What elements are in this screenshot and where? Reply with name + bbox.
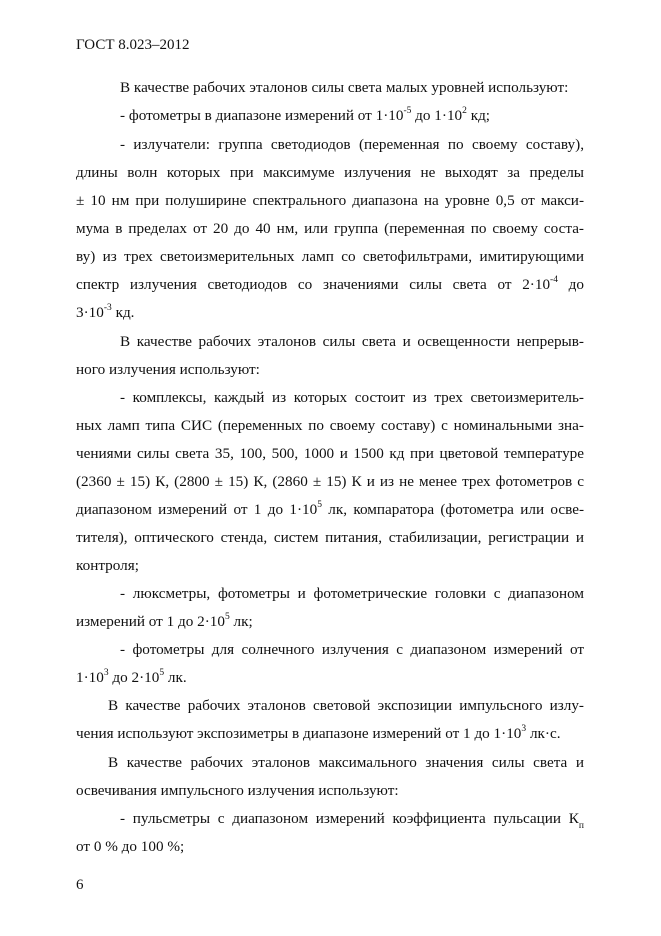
text-line: чениями силы света 35, 100, 500, 1000 и 1500 кд при цветовой температуре	[76, 445, 584, 462]
page-number: 6	[76, 877, 84, 893]
text-line: $1\cdot 10^3$ до $2\cdot 10^5$ лк.	[76, 667, 187, 686]
text-line: измерений от 1 до $2\cdot 10^5$ лк;	[76, 611, 253, 630]
text-line: В качестве рабочих эталонов силы света малых уровней используют:	[120, 79, 569, 96]
text-line: В качестве рабочих эталонов световой экспозиции импульсного излу-	[108, 697, 584, 714]
text-line: В качестве рабочих эталонов максимального значения силы света и	[108, 754, 584, 771]
document-header: ГОСТ 8.023–2012	[76, 37, 190, 53]
text-line: мума в пределах от 20 до 40 нм, или группа (переменная по своему соста-	[76, 220, 584, 237]
text-line: - комплексы, каждый из которых состоит из трех светоизмеритель-	[120, 389, 584, 406]
text-line: - фотометры для солнечного излучения с диапазоном измерений от	[120, 641, 584, 658]
text-line: спектр излучения светодиодов со значениями силы света от $2\cdot 10^{-4}$ до	[76, 274, 584, 293]
text-line: ного излучения используют:	[76, 361, 260, 378]
text-line: чения используют экспозиметры в диапазоне измерений от 1 до $1\cdot 10^3$ лк·с.	[76, 723, 561, 742]
text-line: контроля;	[76, 557, 139, 574]
text-line: - пульсметры с диапазоном измерений коэффициента пульсации $К_п$	[120, 810, 584, 832]
text-line: - излучатели: группа светодиодов (переменная по своему составу),	[120, 136, 584, 153]
text-line: освечивания импульсного излучения используют:	[76, 782, 399, 799]
text-line: (2360 ± 15) К, (2800 ± 15) К, (2860 ± 15) К и из не менее трех фотометров с	[76, 473, 584, 490]
text-line: - люксметры, фотометры и фотометрические головки с диапазоном	[120, 585, 584, 602]
text-line: ных ламп типа СИС (переменных по своему составу) с номинальными зна-	[76, 417, 584, 434]
text-line: $3\cdot 10^{-3}$ кд.	[76, 302, 135, 321]
text-line: диапазоном измерений от 1 до $1\cdot 10^5$ лк, компаратора (фотометра или осве-	[76, 499, 584, 518]
text-line: длины волн которых при максимуме излучения не выходят за пределы	[76, 164, 584, 181]
text-line: - фотометры в диапазоне измерений от $1\cdot 10^{-5}$ до $1\cdot 10^2$ кд;	[120, 105, 491, 124]
text-line: от 0 % до 100 %;	[76, 838, 185, 855]
text-line: тителя), оптического стенда, систем питания, стабилизации, регистрации и	[76, 529, 584, 546]
text-line: ву) из трех светоизмерительных ламп со светофильтрами, имитирующими	[76, 248, 584, 265]
text-line: В качестве рабочих эталонов силы света и освещенности непрерыв-	[120, 333, 584, 350]
text-line: ± 10 нм при полуширине спектрального диапазона на уровне 0,5 от макси-	[76, 192, 584, 209]
